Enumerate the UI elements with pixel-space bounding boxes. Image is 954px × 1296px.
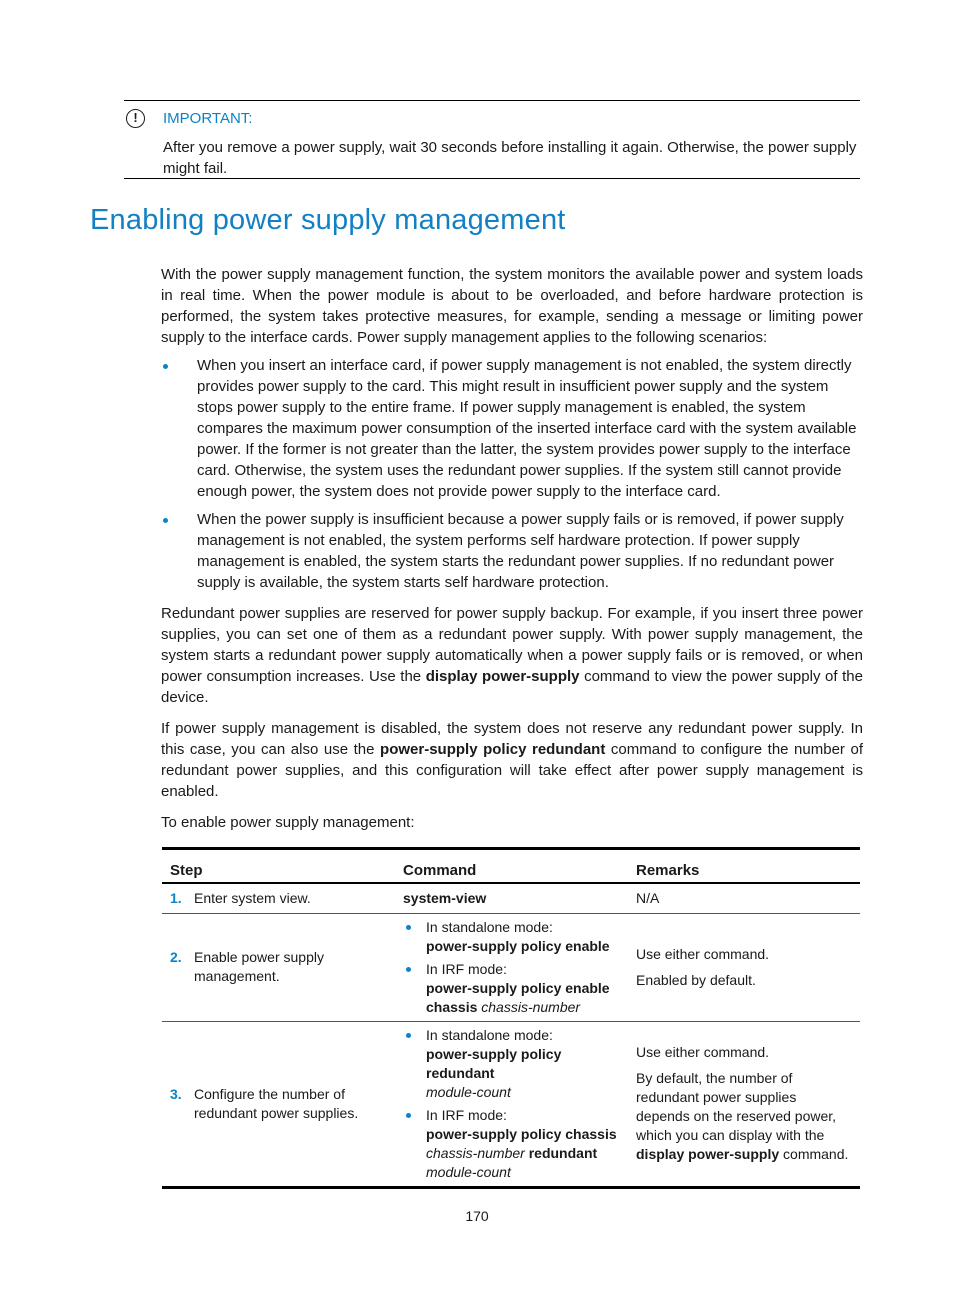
disabled-paragraph (161, 718, 863, 802)
remark-text: Enabled by default. (636, 971, 756, 988)
bullet-text: When the power supply is insufficient because a power supply fails or is removed, if power supply management is not enabled, the system performs self hardware protection. If power supply management is enabled, the system starts the redundant power supplies. If no redundant power supply is available, the system starts self hardware protection. (197, 511, 844, 591)
remark-text: Use either command. (636, 945, 770, 962)
command-arg: module-count (426, 1083, 511, 1100)
paragraph-text: If power supply management is disabled, the system does not reserve any redundant power supply. In this case, you can also use the (161, 720, 863, 758)
table-header-row (162, 849, 860, 884)
command-list (403, 1026, 620, 1182)
command-ref: display power-supply (636, 1146, 780, 1162)
remark-text: Use either command. (636, 1044, 770, 1060)
important-text: After you remove a power supply, wait 30 seconds before installing it again. Otherwise, the power supply might fail. (163, 139, 857, 177)
command-arg: module-count (426, 1163, 511, 1180)
header-command: Command (395, 849, 628, 884)
bullet-icon (406, 1113, 411, 1118)
bullet-icon (163, 518, 168, 523)
important-note (124, 100, 860, 179)
section-title: Enabling power supply management (90, 204, 566, 236)
mode-label: In IRF mode: (426, 1106, 507, 1123)
paragraph-text: Redundant power supplies are reserved for power supply backup. For example, if you insert three power supplies, you can set one of them as a redundant power supply. With power supply management, the system starts a redundant power supply automatically when a power supply fails or is removed, or when power consumption increases. Use the (161, 605, 863, 685)
table-row (162, 883, 860, 913)
intro-paragraph: With the power supply management function, the system monitors the available power and system loads in real time. When the power module is about to be overloaded, and before hardware protection is performed, the system takes protective measures, for example, sending a message or limiting power supply to the interface cards. Power supply management applies to the following scenarios: (161, 266, 863, 346)
mode-label: In standalone mode: (426, 918, 553, 935)
command-cell (395, 883, 628, 913)
paragraph-text: command to configure the number of redundant power supplies, and this configuration will take effect after power supply management is enabled. (161, 741, 863, 800)
command: system-view (403, 889, 487, 906)
steps-table (162, 847, 860, 1189)
mode-label: In IRF mode: (426, 960, 507, 977)
command: power-supply policy enable (426, 937, 610, 954)
table-row (162, 913, 860, 1021)
page-number: 170 (465, 1208, 489, 1224)
step-desc: Configure the number of redundant power supplies. (194, 1085, 359, 1121)
bullet-icon (406, 1033, 411, 1038)
bullet-text: When you insert an interface card, if power supply management is not enabled, the system directly provides power supply to the card. This might result in insufficient power supply and the system stops power supply to the entire frame. If power supply management is enabled, the system compares the maximum power consumption of the inserted interface card with the system available power. If the former is not greater than the latter, the system provides power supply to the interface card. Otherwise, the system uses the redundant power supplies. If the system still cannot provide enough power, the system does not provide power supply to the interface card. (197, 357, 857, 500)
command: power-supply policy enable chassis (426, 979, 610, 1015)
scenario-list (161, 355, 863, 593)
remark-text-part: command. (779, 1146, 849, 1162)
header-step: Step (162, 849, 395, 884)
table-row (162, 1021, 860, 1187)
step-number: 1. (170, 889, 182, 906)
bullet-icon (406, 967, 411, 972)
header-remarks: Remarks (628, 849, 860, 884)
list-item (403, 960, 620, 1017)
redundant-paragraph (161, 603, 863, 708)
remarks-cell (628, 1021, 860, 1187)
bullet-icon (406, 925, 411, 930)
command: power-supply policy redundant (426, 1045, 562, 1081)
command-keyword: redundant (528, 1144, 598, 1161)
list-item (403, 918, 620, 956)
step-desc: Enter system view. (194, 889, 311, 906)
warning-icon: ! (126, 109, 145, 128)
step-number: 3. (170, 1085, 182, 1102)
command-ref: display power-supply (425, 668, 580, 685)
step-cell (162, 913, 395, 1021)
command-list (403, 918, 620, 1017)
important-label: IMPORTANT: (163, 110, 253, 127)
remark-text-part: By default, the number of redundant power supplies depends on the reserved power, which you can display with the (636, 1070, 837, 1143)
command-ref: power-supply policy redundant (380, 741, 606, 758)
command: power-supply policy chassis (426, 1125, 617, 1142)
step-cell (162, 1021, 395, 1187)
list-item (161, 509, 863, 593)
step-number: 2. (170, 949, 182, 965)
command-arg: chassis-number (426, 1144, 525, 1161)
step-cell (162, 883, 395, 913)
procedure-intro: To enable power supply management: (161, 814, 415, 831)
list-item (161, 355, 863, 502)
command-cell (395, 913, 628, 1021)
list-item (403, 1106, 620, 1182)
remarks-cell: N/A (628, 883, 860, 913)
command-arg: chassis-number (481, 998, 581, 1015)
paragraph-text: command to view the power supply of the device. (161, 668, 863, 706)
step-desc: Enable power supply management. (194, 949, 324, 984)
mode-label: In standalone mode: (426, 1026, 553, 1043)
command-cell (395, 1021, 628, 1187)
list-item (403, 1026, 620, 1102)
remarks-cell (628, 913, 860, 1021)
bullet-icon (163, 364, 168, 369)
remark-text (636, 1069, 852, 1164)
